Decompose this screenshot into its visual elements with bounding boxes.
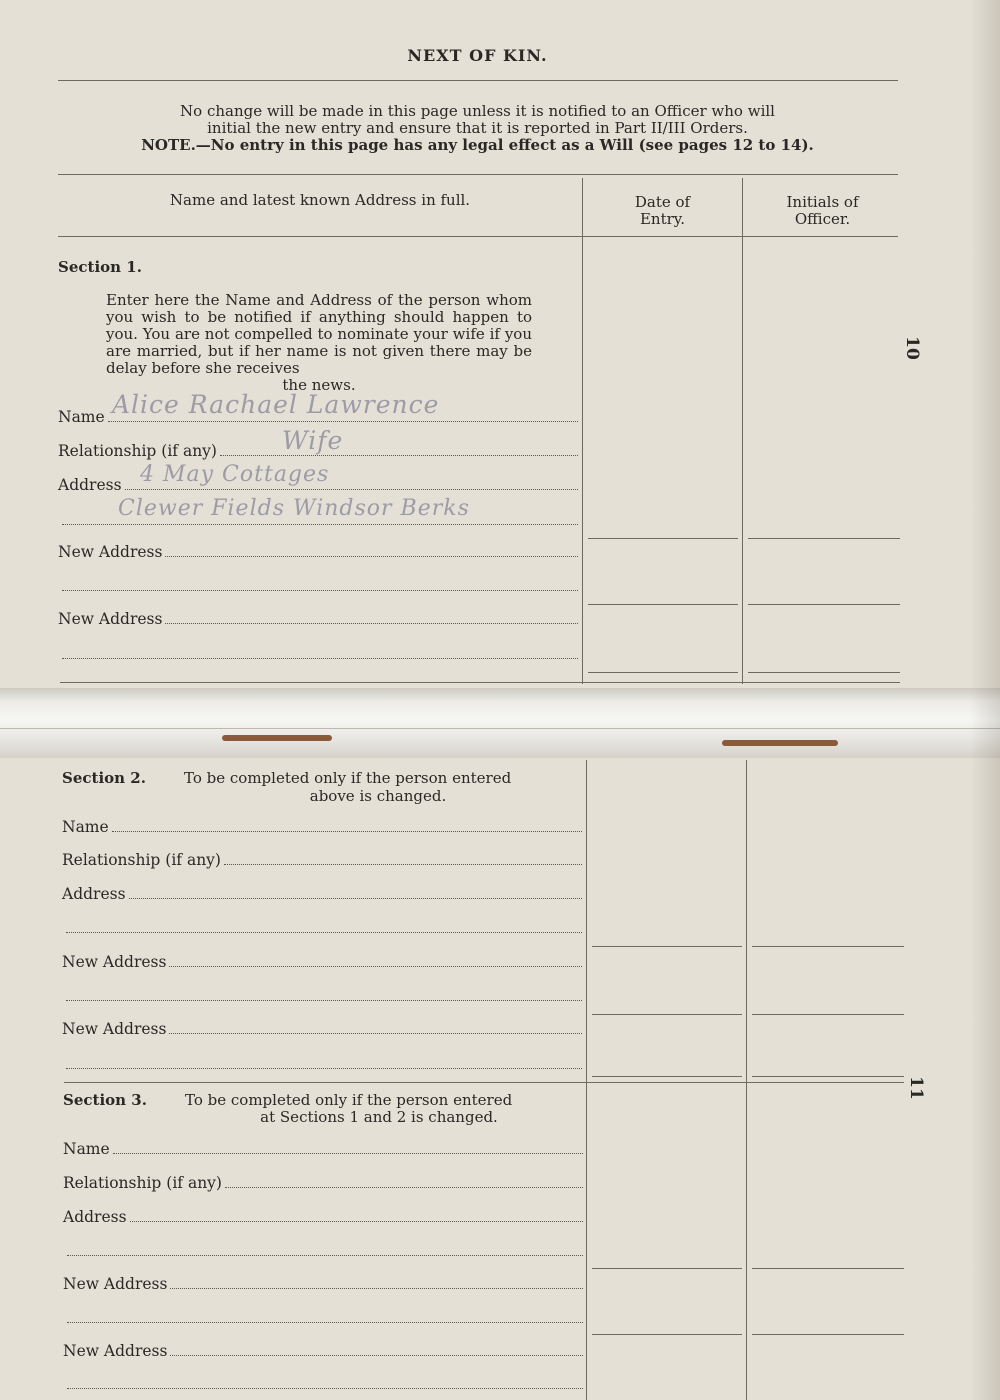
section-1-instructions-main: Enter here the Name and Address of the person whom you wish to be notified if anything should happen to you. You are not compelled to nominate your wife if you are married, but if her name is not given there may be delay before she receives bbox=[106, 291, 532, 377]
section-3-new-address-line-1b bbox=[67, 1322, 583, 1323]
column-heading-initials-line-2: Officer. bbox=[794, 210, 851, 228]
section-2-new-address-line-1b bbox=[66, 1000, 582, 1001]
section-3-relationship-label: Relationship (if any) bbox=[63, 1174, 222, 1192]
section-2-label: Section 2. bbox=[62, 769, 146, 787]
initials-rule-5 bbox=[752, 1014, 904, 1015]
section-1-handwritten-relationship: Wife bbox=[282, 426, 344, 455]
date-entry-rule-7 bbox=[592, 1268, 742, 1269]
date-entry-rule-3 bbox=[588, 672, 738, 673]
section-1-new-address-field-1[interactable] bbox=[58, 543, 578, 561]
section-1-new-address-field-2[interactable] bbox=[58, 610, 578, 628]
initials-rule-1 bbox=[748, 538, 900, 539]
section-2-relationship-label: Relationship (if any) bbox=[62, 851, 221, 869]
table-top-rule bbox=[58, 174, 898, 175]
column-divider-2 bbox=[742, 178, 743, 684]
section-2-relationship-field[interactable] bbox=[62, 851, 582, 869]
section-1-handwritten-address-2: Clewer Fields Windsor Berks bbox=[118, 496, 470, 521]
section-2-name-field[interactable] bbox=[62, 818, 582, 836]
notice-line-1: No change will be made in this page unless it is notified to an Officer who will bbox=[180, 102, 775, 120]
initials-rule-6 bbox=[752, 1076, 904, 1077]
section-3-name-field[interactable] bbox=[63, 1140, 583, 1158]
date-entry-rule-1 bbox=[588, 538, 738, 539]
staple-left bbox=[222, 735, 332, 741]
staple-right bbox=[722, 740, 838, 746]
initials-rule-4 bbox=[752, 946, 904, 947]
initials-rule-2 bbox=[748, 604, 900, 605]
date-entry-rule-4 bbox=[592, 946, 742, 947]
section-2-new-address-label-1: New Address bbox=[62, 953, 167, 971]
date-entry-rule-6 bbox=[592, 1076, 742, 1077]
section-1-bottom-rule bbox=[60, 682, 900, 683]
section-3-address-field[interactable] bbox=[63, 1208, 583, 1226]
section-3-text-line-1: To be completed only if the person entered bbox=[185, 1091, 513, 1109]
section-1-instructions-end: the news. bbox=[282, 376, 356, 394]
page-number-10: 10 bbox=[902, 336, 922, 360]
column-heading-date-line-1: Date of bbox=[634, 193, 691, 211]
section-1-address-label: Address bbox=[58, 476, 122, 494]
date-entry-rule-8 bbox=[592, 1334, 742, 1335]
section-2-bottom-rule bbox=[64, 1082, 904, 1083]
section-3-new-address-field-1[interactable] bbox=[63, 1275, 583, 1293]
tape-fold bbox=[0, 728, 1000, 729]
section-1-handwritten-name: Alice Rachael Lawrence bbox=[112, 390, 440, 419]
section-3-address-label: Address bbox=[63, 1208, 127, 1226]
section-3-new-address-field-2[interactable] bbox=[63, 1342, 583, 1360]
section-1-handwritten-address-1: 4 May Cottages bbox=[140, 462, 330, 487]
column-heading-date-line-2: Entry. bbox=[639, 210, 686, 228]
column-divider-3 bbox=[586, 760, 587, 1400]
section-3-new-address-line-2b bbox=[67, 1388, 583, 1389]
section-2-name-label: Name bbox=[62, 818, 109, 836]
date-entry-rule-5 bbox=[592, 1014, 742, 1015]
section-3-relationship-field[interactable] bbox=[63, 1174, 583, 1192]
header-bottom-rule bbox=[58, 236, 898, 237]
section-2-new-address-field-1[interactable] bbox=[62, 953, 582, 971]
initials-rule-7 bbox=[752, 1268, 904, 1269]
notice-note: NOTE.—No entry in this page has any legal effect as a Will (see pages 12 to 14). bbox=[141, 136, 814, 154]
section-3-new-address-label-2: New Address bbox=[63, 1342, 168, 1360]
initials-rule-8 bbox=[752, 1334, 904, 1335]
section-3-label: Section 3. bbox=[63, 1091, 147, 1109]
section-2-new-address-field-2[interactable] bbox=[62, 1020, 582, 1038]
binding-tape bbox=[0, 688, 1000, 758]
date-entry-rule-2 bbox=[588, 604, 738, 605]
section-2-text-line-1: To be completed only if the person entered bbox=[184, 769, 512, 787]
notice-line-2: initial the new entry and ensure that it is reported in Part II/III Orders. bbox=[207, 119, 748, 137]
section-1-name-label: Name bbox=[58, 408, 105, 426]
section-2-address-line-2 bbox=[66, 932, 582, 933]
section-1-new-address-line-2b bbox=[62, 658, 578, 659]
title-rule bbox=[58, 80, 898, 81]
section-3-name-label: Name bbox=[63, 1140, 110, 1158]
section-3-new-address-label-1: New Address bbox=[63, 1275, 168, 1293]
section-1-instructions bbox=[106, 292, 532, 394]
section-1-new-address-line-1b bbox=[62, 590, 578, 591]
section-1-new-address-label-1: New Address bbox=[58, 543, 163, 561]
section-2-text-line-2: above is changed. bbox=[309, 787, 447, 805]
column-heading-initials-line-1: Initials of bbox=[786, 193, 859, 211]
column-divider-1 bbox=[582, 178, 583, 684]
section-1-new-address-label-2: New Address bbox=[58, 610, 163, 628]
column-divider-4 bbox=[746, 760, 747, 1400]
section-1-address-line-2 bbox=[62, 524, 578, 525]
initials-rule-3 bbox=[748, 672, 900, 673]
section-3-address-line-2 bbox=[67, 1255, 583, 1256]
section-2-new-address-label-2: New Address bbox=[62, 1020, 167, 1038]
page-edge-shadow bbox=[970, 0, 1000, 1400]
section-1-relationship-label: Relationship (if any) bbox=[58, 442, 217, 460]
page-title: NEXT OF KIN. bbox=[407, 46, 548, 65]
page-number-11: 11 bbox=[906, 1076, 926, 1100]
column-heading-name-address: Name and latest known Address in full. bbox=[169, 191, 471, 209]
section-3-text-line-2: at Sections 1 and 2 is changed. bbox=[260, 1108, 498, 1126]
section-2-address-label: Address bbox=[62, 885, 126, 903]
section-2-new-address-line-2b bbox=[66, 1068, 582, 1069]
section-2-address-field[interactable] bbox=[62, 885, 582, 903]
section-1-label: Section 1. bbox=[58, 258, 142, 276]
